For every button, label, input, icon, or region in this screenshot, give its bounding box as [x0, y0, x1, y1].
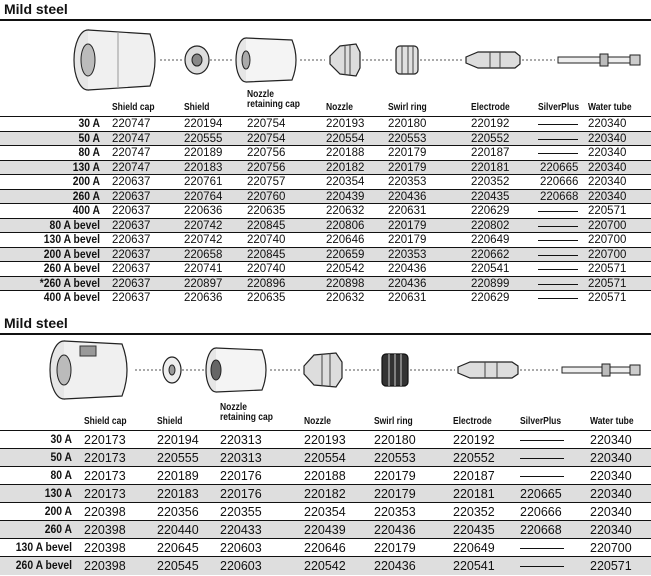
shield-part-number: 220194 — [157, 433, 199, 447]
electrode-part-number: 220435 — [453, 523, 495, 537]
shield-cap-part-number: 220637 — [112, 205, 151, 217]
table-row — [0, 189, 651, 205]
nozzle-retaining-cap-part-number: 220176 — [220, 487, 262, 501]
electrode-icon — [458, 362, 518, 378]
header-water-tube: Water tube — [588, 102, 632, 113]
header-shield: Shield — [157, 416, 183, 427]
shield-cap-icon — [50, 341, 127, 399]
water-tube-part-number: 220700 — [588, 219, 627, 232]
swirl-ring-part-number: 220553 — [374, 451, 416, 465]
nozzle-part-number: 220182 — [326, 161, 365, 174]
shield-part-number: 220742 — [184, 219, 223, 232]
nozzle-retaining-cap-part-number: 220845 — [247, 219, 286, 232]
electrode-part-number: 220192 — [453, 433, 495, 447]
amperage-label: 260 A — [44, 524, 72, 536]
swirl-ring-part-number: 220180 — [374, 433, 416, 447]
silverplus-part-number: 220668 — [520, 523, 562, 537]
table-row — [0, 466, 651, 485]
electrode-icon — [466, 52, 520, 68]
swirl-ring-part-number: 220179 — [388, 147, 427, 159]
swirl-ring-part-number: 220631 — [388, 205, 427, 217]
table-row — [0, 484, 651, 503]
section-rule — [0, 19, 651, 21]
swirl-ring-part-number: 220179 — [388, 161, 427, 174]
header-shield-cap: Shield cap — [112, 102, 155, 113]
table-row — [0, 247, 651, 263]
shield-cap-part-number: 220637 — [112, 292, 151, 304]
water-tube-part-number: 220700 — [588, 234, 627, 246]
nozzle-part-number: 220646 — [304, 541, 346, 555]
water-tube-part-number: 220340 — [588, 118, 627, 130]
electrode-part-number: 220181 — [471, 161, 510, 174]
header-electrode: Electrode — [453, 416, 492, 427]
nozzle-retaining-cap-part-number: 220603 — [220, 559, 262, 573]
amperage-label: 400 A bevel — [43, 292, 100, 304]
electrode-part-number: 220187 — [453, 469, 495, 483]
water-tube-part-number: 220571 — [588, 292, 627, 304]
table-row — [0, 131, 651, 147]
table-row — [0, 174, 651, 190]
shield-part-number: 220555 — [184, 132, 223, 145]
nozzle-retaining-cap-part-number: 220896 — [247, 277, 286, 290]
water-tube-part-number: 220340 — [588, 190, 627, 203]
table-row — [0, 261, 651, 277]
electrode-part-number: 220187 — [471, 147, 510, 159]
shield-part-number: 220356 — [157, 505, 199, 519]
swirl-ring-part-number: 220553 — [388, 132, 427, 145]
nozzle-retaining-cap-icon — [206, 348, 266, 392]
shield-cap-part-number: 220398 — [84, 523, 126, 537]
shield-cap-part-number: 220637 — [112, 248, 151, 261]
water-tube-part-number: 220700 — [588, 248, 627, 261]
not-applicable-dash — [538, 211, 578, 212]
water-tube-part-number: 220571 — [588, 205, 627, 217]
amperage-label: 200 A — [44, 506, 72, 518]
not-applicable-dash — [520, 566, 564, 567]
electrode-part-number: 220541 — [453, 559, 495, 573]
nozzle-retaining-cap-part-number: 220313 — [220, 433, 262, 447]
electrode-part-number: 220662 — [471, 248, 510, 261]
water-tube-part-number: 220571 — [588, 277, 627, 290]
header-shield-cap: Shield cap — [84, 416, 127, 427]
silverplus-part-number: 220665 — [520, 487, 562, 501]
consumables-section-2 — [0, 312, 651, 576]
nozzle-retaining-cap-part-number: 220756 — [247, 147, 286, 159]
header-shield: Shield — [184, 102, 210, 113]
shield-part-number: 220545 — [157, 559, 199, 573]
nozzle-part-number: 220182 — [304, 487, 346, 501]
swirl-ring-part-number: 220179 — [388, 219, 427, 232]
nozzle-retaining-cap-part-number: 220756 — [247, 161, 286, 174]
swirl-ring-part-number: 220353 — [388, 248, 427, 261]
shield-part-number: 220183 — [157, 487, 199, 501]
swirl-ring-part-number: 220436 — [374, 559, 416, 573]
not-applicable-dash — [538, 284, 578, 285]
swirl-ring-icon — [396, 46, 418, 74]
electrode-part-number: 220352 — [453, 505, 495, 519]
section-rule — [0, 333, 651, 335]
not-applicable-dash — [538, 153, 578, 154]
nozzle-retaining-cap-part-number: 220603 — [220, 541, 262, 555]
nozzle-part-number: 220659 — [326, 248, 365, 261]
not-applicable-dash — [520, 458, 564, 459]
nozzle-retaining-cap-part-number: 220754 — [247, 132, 286, 145]
amperage-label: 260 A — [72, 190, 100, 203]
not-applicable-dash — [538, 255, 578, 256]
silverplus-part-number: 220665 — [540, 161, 579, 174]
nozzle-retaining-cap-part-number: 220433 — [220, 523, 262, 537]
header-swirl-ring: Swirl ring — [388, 102, 427, 113]
shield-part-number: 220742 — [184, 234, 223, 246]
header-swirl-ring: Swirl ring — [374, 416, 413, 427]
electrode-part-number: 220629 — [471, 292, 510, 304]
not-applicable-dash — [538, 226, 578, 227]
shield-cap-part-number: 220398 — [84, 541, 126, 555]
shield-cap-part-number: 220747 — [112, 118, 151, 130]
nozzle-retaining-cap-part-number: 220845 — [247, 248, 286, 261]
water-tube-part-number: 220340 — [590, 523, 632, 537]
shield-cap-part-number: 220747 — [112, 147, 151, 159]
shield-cap-part-number: 220637 — [112, 234, 151, 246]
nozzle-part-number: 220193 — [326, 118, 365, 130]
amperage-label: 50 A — [78, 132, 100, 145]
shield-icon — [185, 46, 209, 74]
shield-icon — [163, 357, 181, 383]
parts-illustration — [0, 24, 651, 92]
table-row — [0, 290, 651, 306]
shield-cap-part-number: 220637 — [112, 277, 151, 290]
not-applicable-dash — [520, 548, 564, 549]
shield-part-number: 220764 — [184, 190, 223, 203]
shield-part-number: 220645 — [157, 541, 199, 555]
nozzle-retaining-cap-part-number: 220760 — [247, 190, 286, 203]
shield-cap-part-number: 220173 — [84, 487, 126, 501]
not-applicable-dash — [538, 240, 578, 241]
water-tube-part-number: 220340 — [588, 132, 627, 145]
nozzle-part-number: 220554 — [326, 132, 365, 145]
parts-illustration — [0, 338, 651, 402]
amperage-label: 400 A — [72, 205, 100, 217]
electrode-part-number: 220899 — [471, 277, 510, 290]
table-row — [0, 218, 651, 234]
nozzle-part-number: 220632 — [326, 205, 365, 217]
nozzle-part-number: 220354 — [326, 176, 365, 188]
shield-part-number: 220636 — [184, 292, 223, 304]
electrode-part-number: 220352 — [471, 176, 510, 188]
shield-cap-part-number: 220747 — [112, 132, 151, 145]
nozzle-retaining-cap-part-number: 220176 — [220, 469, 262, 483]
header-nozzle: Nozzle — [304, 416, 331, 427]
nozzle-part-number: 220193 — [304, 433, 346, 447]
shield-part-number: 220555 — [157, 451, 199, 465]
electrode-part-number: 220649 — [471, 234, 510, 246]
nozzle-part-number: 220898 — [326, 277, 365, 290]
nozzle-retaining-cap-part-number: 220740 — [247, 263, 286, 275]
swirl-ring-part-number: 220436 — [388, 263, 427, 275]
swirl-ring-part-number: 220436 — [388, 277, 427, 290]
shield-part-number: 220761 — [184, 176, 223, 188]
electrode-part-number: 220552 — [471, 132, 510, 145]
nozzle-icon — [304, 353, 342, 387]
shield-cap-part-number: 220398 — [84, 505, 126, 519]
shield-part-number: 220189 — [184, 147, 223, 159]
nozzle-retaining-cap-part-number: 220740 — [247, 234, 286, 246]
electrode-part-number: 220552 — [453, 451, 495, 465]
shield-cap-part-number: 220637 — [112, 176, 151, 188]
amperage-label: 30 A — [78, 118, 100, 130]
header-water-tube: Water tube — [590, 416, 634, 427]
table-row — [0, 232, 651, 248]
not-applicable-dash — [538, 139, 578, 140]
amperage-label: 130 A bevel — [43, 234, 100, 246]
amperage-label: 130 A — [44, 488, 72, 500]
shield-part-number: 220741 — [184, 263, 223, 275]
shield-cap-part-number: 220398 — [84, 559, 126, 573]
swirl-ring-part-number: 220353 — [388, 176, 427, 188]
electrode-part-number: 220541 — [471, 263, 510, 275]
table-row — [0, 203, 651, 219]
amperage-label: 80 A bevel — [49, 219, 100, 232]
shield-cap-part-number: 220173 — [84, 451, 126, 465]
not-applicable-dash — [538, 124, 578, 125]
amperage-label: 130 A — [72, 161, 100, 174]
shield-part-number: 220636 — [184, 205, 223, 217]
nozzle-part-number: 220354 — [304, 505, 346, 519]
table-row — [0, 538, 651, 557]
water-tube-part-number: 220340 — [590, 505, 632, 519]
water-tube-icon — [558, 54, 640, 66]
table-row — [0, 430, 651, 449]
table-row — [0, 160, 651, 176]
nozzle-retaining-cap-part-number: 220313 — [220, 451, 262, 465]
shield-cap-part-number: 220747 — [112, 161, 151, 174]
not-applicable-dash — [538, 298, 578, 299]
shield-part-number: 220183 — [184, 161, 223, 174]
swirl-ring-icon — [382, 354, 408, 386]
table-row — [0, 448, 651, 467]
nozzle-part-number: 220542 — [326, 263, 365, 275]
water-tube-part-number: 220340 — [590, 433, 632, 447]
amperage-label: *260 A bevel — [39, 277, 100, 290]
electrode-part-number: 220629 — [471, 205, 510, 217]
shield-part-number: 220897 — [184, 277, 223, 290]
nozzle-part-number: 220554 — [304, 451, 346, 465]
table-row — [0, 116, 651, 132]
water-tube-part-number: 220340 — [590, 487, 632, 501]
amperage-label: 80 A — [78, 147, 100, 159]
header-nozzle-retaining-cap: Nozzle retaining cap — [220, 402, 273, 423]
swirl-ring-part-number: 220436 — [374, 523, 416, 537]
shield-cap-icon — [74, 30, 155, 90]
nozzle-part-number: 220439 — [326, 190, 365, 203]
water-tube-part-number: 220340 — [588, 147, 627, 159]
amperage-label: 200 A — [72, 176, 100, 188]
nozzle-part-number: 220646 — [326, 234, 365, 246]
table-row — [0, 556, 651, 575]
water-tube-part-number: 220700 — [590, 541, 632, 555]
silverplus-part-number: 220666 — [540, 176, 579, 188]
water-tube-part-number: 220340 — [590, 451, 632, 465]
amperage-label: 50 A — [50, 452, 72, 464]
silverplus-part-number: 220666 — [520, 505, 562, 519]
nozzle-part-number: 220439 — [304, 523, 346, 537]
swirl-ring-part-number: 220179 — [374, 469, 416, 483]
table-row — [0, 520, 651, 539]
swirl-ring-part-number: 220631 — [388, 292, 427, 304]
water-tube-part-number: 220571 — [588, 263, 627, 275]
water-tube-part-number: 220340 — [588, 161, 627, 174]
electrode-part-number: 220181 — [453, 487, 495, 501]
table-row — [0, 502, 651, 521]
shield-cap-part-number: 220637 — [112, 219, 151, 232]
shield-part-number: 220440 — [157, 523, 199, 537]
swirl-ring-part-number: 220436 — [388, 190, 427, 203]
shield-cap-part-number: 220173 — [84, 469, 126, 483]
nozzle-retaining-cap-icon — [236, 38, 296, 82]
shield-cap-part-number: 220637 — [112, 263, 151, 275]
header-silverplus: SilverPlus — [538, 102, 580, 113]
header-nozzle: Nozzle — [326, 102, 353, 113]
section-title: Mild steel — [4, 315, 68, 331]
swirl-ring-part-number: 220179 — [388, 234, 427, 246]
shield-part-number: 220194 — [184, 118, 223, 130]
nozzle-part-number: 220542 — [304, 559, 346, 573]
not-applicable-dash — [520, 440, 564, 441]
shield-cap-part-number: 220173 — [84, 433, 126, 447]
silverplus-part-number: 220668 — [540, 190, 579, 203]
not-applicable-dash — [520, 476, 564, 477]
water-tube-part-number: 220340 — [588, 176, 627, 188]
swirl-ring-part-number: 220180 — [388, 118, 427, 130]
table-row — [0, 276, 651, 292]
nozzle-part-number: 220188 — [326, 147, 365, 159]
header-nozzle-retaining-cap: Nozzle retaining cap — [247, 89, 300, 110]
shield-part-number: 220189 — [157, 469, 199, 483]
nozzle-icon — [330, 44, 360, 76]
nozzle-retaining-cap-part-number: 220757 — [247, 176, 286, 188]
amperage-label: 260 A bevel — [43, 263, 100, 275]
electrode-part-number: 220192 — [471, 118, 510, 130]
not-applicable-dash — [538, 269, 578, 270]
water-tube-icon — [562, 364, 640, 376]
shield-part-number: 220658 — [184, 248, 223, 261]
amperage-label: 80 A — [50, 470, 72, 482]
nozzle-part-number: 220188 — [304, 469, 346, 483]
nozzle-retaining-cap-part-number: 220754 — [247, 118, 286, 130]
swirl-ring-part-number: 220179 — [374, 541, 416, 555]
swirl-ring-part-number: 220353 — [374, 505, 416, 519]
swirl-ring-part-number: 220179 — [374, 487, 416, 501]
table-row — [0, 145, 651, 161]
section-title: Mild steel — [4, 1, 68, 17]
amperage-label: 200 A bevel — [43, 248, 100, 261]
amperage-label: 30 A — [50, 434, 72, 446]
water-tube-part-number: 220340 — [590, 469, 632, 483]
nozzle-part-number: 220632 — [326, 292, 365, 304]
header-electrode: Electrode — [471, 102, 510, 113]
nozzle-retaining-cap-part-number: 220635 — [247, 292, 286, 304]
amperage-label: 130 A bevel — [15, 542, 72, 554]
nozzle-part-number: 220806 — [326, 219, 365, 232]
amperage-label: 260 A bevel — [15, 560, 72, 572]
nozzle-retaining-cap-part-number: 220635 — [247, 205, 286, 217]
header-silverplus: SilverPlus — [520, 416, 562, 427]
electrode-part-number: 220802 — [471, 219, 510, 232]
electrode-part-number: 220435 — [471, 190, 510, 203]
shield-cap-part-number: 220637 — [112, 190, 151, 203]
electrode-part-number: 220649 — [453, 541, 495, 555]
water-tube-part-number: 220571 — [590, 559, 632, 573]
nozzle-retaining-cap-part-number: 220355 — [220, 505, 262, 519]
